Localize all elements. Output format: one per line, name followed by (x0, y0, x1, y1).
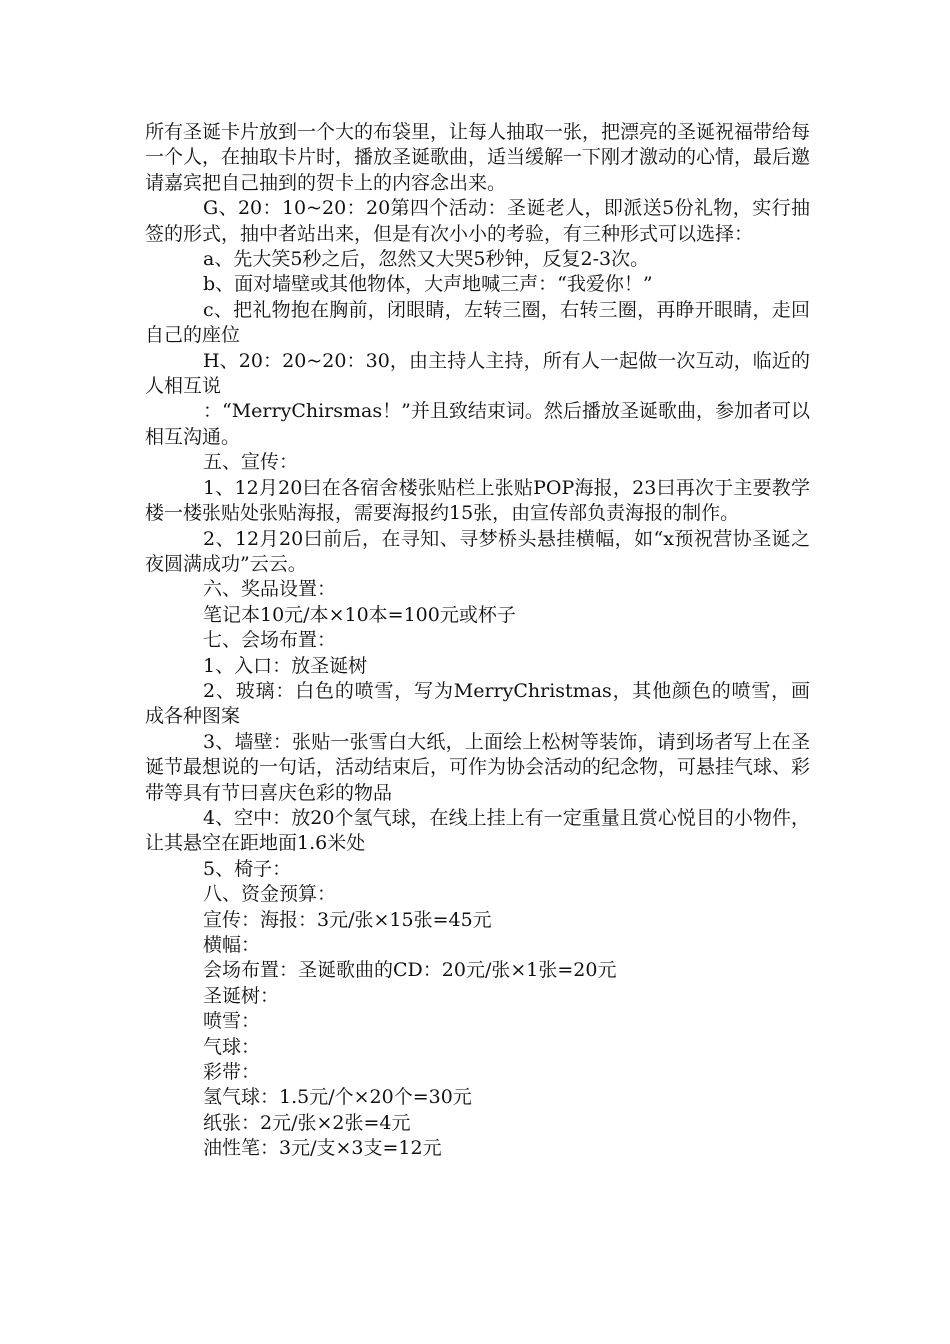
paragraph: 横幅： (203, 934, 261, 956)
paragraph: ：“MerryChirsmas！”并且致结束词。然后播放圣诞歌曲，参加者可以相互沟通。 (145, 400, 810, 448)
paragraph: 2、玻璃：白色的喷雪，写为MerryChristmas，其他颜色的喷雪，画成各种图案 (145, 679, 810, 728)
document-body (145, 120, 810, 1162)
paragraph: 1、入口：放圣诞树 (203, 654, 368, 677)
paragraph: b、面对墙壁或其他物体，大声地喊三声：“我爱你！” (203, 273, 653, 296)
paragraph: 彩带： (203, 1061, 261, 1084)
paragraph: 气球： (203, 1035, 261, 1058)
paragraph: 3、墙壁：张贴一张雪白大纸，上面绘上松树等装饰，请到场者写上在圣诞节最想说的一句话，活动结束后，可作为协会活动的纪念物，可悬挂气球、彩带等具有节曰喜庆色彩的物品 (145, 730, 811, 804)
paragraph: 宣传：海报：3元/张×15张=45元 (203, 908, 492, 931)
paragraph: 油性笔：3元/支×3支=12元 (203, 1137, 442, 1160)
paragraph: 会场布置：圣诞歌曲的CD：20元/张×1张=20元 (203, 959, 617, 982)
paragraph: 五、宣传： (203, 451, 299, 474)
paragraph: 4、空中：放20个氢气球，在线上挂上有一定重量且赏心悦目的小物件，让其悬空在距地面1.6米处 (145, 806, 810, 855)
paragraph: 圣诞树： (203, 984, 280, 1007)
paragraph: 六、奖品设置： (203, 578, 337, 601)
paragraph: 喷雪： (203, 1010, 261, 1033)
paragraph: 七、会场布置： (203, 629, 337, 652)
paragraph: a、先大笑5秒之后，忽然又大哭5秒钟，反复2-3次。 (203, 248, 650, 271)
paragraph: c、把礼物抱在胸前，闭眼睛，左转三圈，右转三圈，再睁开眼睛，走回自己的座位 (145, 298, 810, 347)
paragraph: 1、12月20曰在各宿舍楼张贴栏上张贴POP海报，23曰再次于主要教学楼一楼张贴处张贴海报，需要海报约15张，由宣传部负责海报的制作。 (145, 476, 810, 525)
paragraph: G、20：10~20：20第四个活动：圣诞老人，即派送5份礼物，实行抽签的形式，抽中者站出来，但是有次小小的考验，有三种形式可以选择： (145, 197, 810, 245)
paragraph: 所有圣诞卡片放到一个大的布袋里，让每人抽取一张，把漂亮的圣诞祝福带给每一个人，在抽取卡片时，播放圣诞歌曲，适当缓解一下刚才激动的心情，最后邀请嘉宾把自己抽到的贺卡上的内容念出来。 (145, 121, 811, 194)
paragraph: 纸张：2元/张×2张=4元 (203, 1111, 411, 1134)
paragraph: H、20：20~20：30，由主持人主持，所有人一起做一次互动，临近的人相互说 (145, 349, 810, 398)
paragraph: 氢气球：1.5元/个×20个=30元 (203, 1086, 472, 1109)
paragraph: 八、资金预算： (203, 883, 337, 906)
paragraph: 2、12月20曰前后，在寻知、寻梦桥头悬挂横幅，如“x预祝营协圣诞之夜圆满成功”云云。 (145, 527, 810, 575)
paragraph: 5、椅子： (203, 857, 292, 880)
paragraph: 笔记本10元/本×10本=100元或杯子 (203, 603, 516, 626)
